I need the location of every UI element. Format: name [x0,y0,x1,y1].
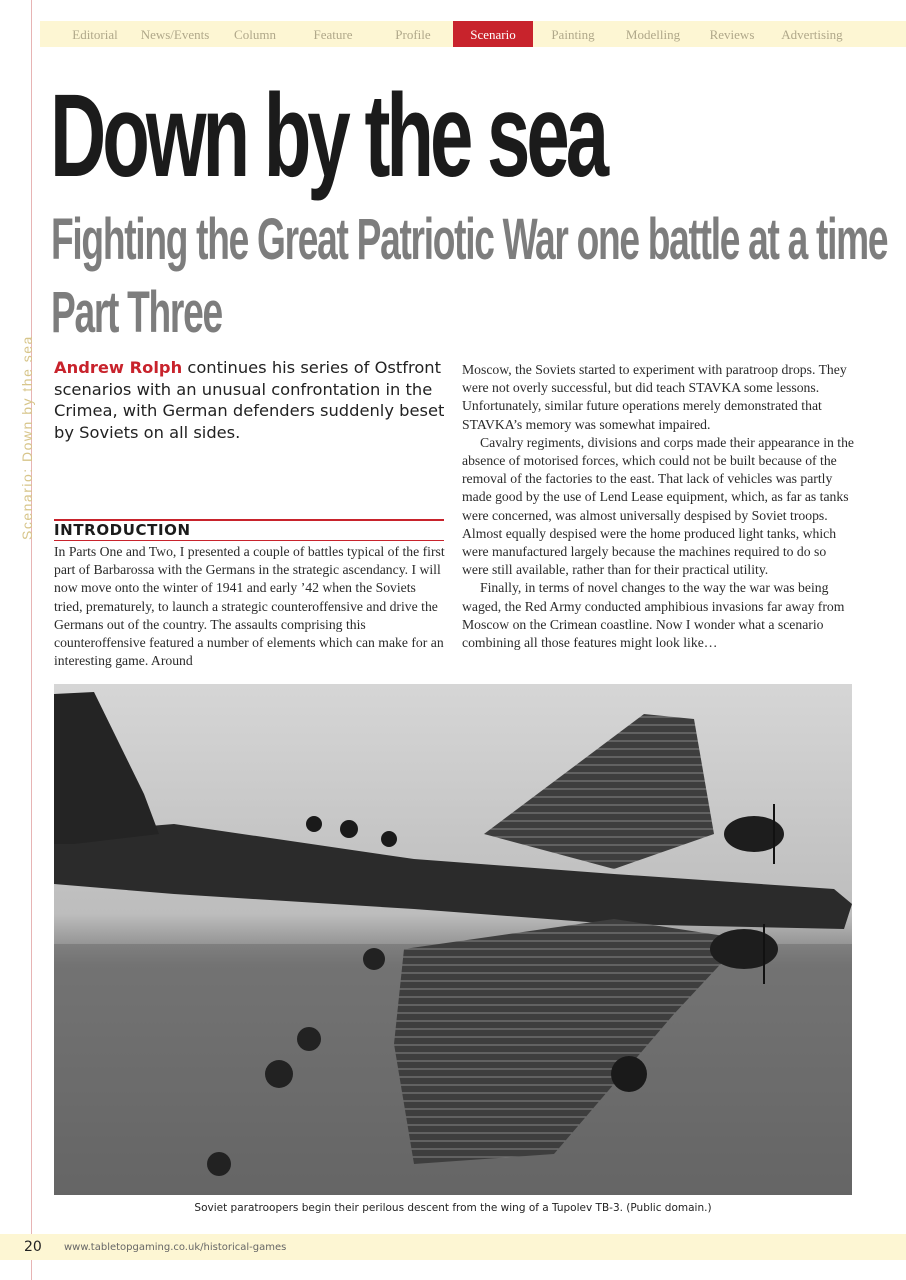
body-column-right [462,361,854,652]
nav-item-scenario[interactable]: Scenario [453,21,533,47]
nav-item-painting[interactable]: Painting [551,27,595,42]
standfirst [54,357,449,443]
standfirst-text: continues his series of Ostfront scenarios with an unusual confrontation in the Crimea, with German defenders suddenly beset by Soviets on all sides. [54,358,445,442]
nav-item-reviews[interactable]: Reviews [709,27,755,42]
body-paragraph: Moscow, the Soviets started to experiment with paratroop drops. They were not overly successful, but did teach STAVKA some lessons. Unfortunately, similar future operations merely demonstrated that STAVKA’s memory was somewhat impaired. [462,362,847,432]
body-paragraph: In Parts One and Two, I presented a couple of battles typical of the first part of Barbarossa with the Germans in the strategic ascendancy. I will now move onto the winter of 1941 and early ’42 when the Soviets tried, prematurely, to launch a strategic counteroffensive and drive the Germans out of the country. The assaults comprising this counteroffensive featured a number of elements which can make for an interesting game. Around [54,544,445,669]
body-column-left [54,543,446,670]
article-title: Down by the sea [50,70,606,202]
margin-rule [31,0,32,1280]
section-rule-bottom [54,540,444,541]
nav-item-column[interactable]: Column [234,27,276,42]
photo-caption: Soviet paratroopers begin their perilous descent from the wing of a Tupolev TB-3. (Public domain.) [194,1202,712,1214]
article-part-label: Part Three [51,280,222,345]
article-photo [54,684,852,1195]
body-paragraph: Cavalry regiments, divisions and corps made their appearance in the absence of motorised forces, which could not be built because of the removal of the factories to the east. That lack of vehicles was partly made good by the use of Lend Lease equipment, which, as far as tanks were concerned, was almost universally despised by Soviet troops. Almost equally despised were the home produced light tanks, which were manufactured largely because the machines required to do so were still available, rather than for their practical utility. [462,434,855,578]
tb3-bomber-photo [54,684,852,1195]
nav-item-modelling[interactable]: Modelling [625,27,681,42]
running-section-label: Scenario: Down by the sea [19,335,35,540]
nav-item-editorial[interactable]: Editorial [72,27,118,42]
body-paragraph: Finally, in terms of novel changes to the way the war was being waged, the Red Army conducted amphibious invasions far away from Moscow on the Crimean coastline. Now I wonder what a scenario combining all those features might look like… [462,580,845,651]
nav-item-profile[interactable]: Profile [395,27,431,42]
nav-item-feature[interactable]: Feature [313,27,353,42]
footer-url[interactable]: www.tabletopgaming.co.uk/historical-games [64,1242,287,1253]
section-heading: INTRODUCTION [54,521,191,539]
page-number: 20 [24,1239,42,1255]
section-nav [40,21,906,47]
nav-item-advertising[interactable]: Advertising [781,27,843,42]
nav-item-news-events[interactable]: News/Events [140,27,210,42]
author-name: Andrew Rolph [54,358,183,377]
article-subtitle: Fighting the Great Patriotic War one battle at a time [51,207,888,272]
